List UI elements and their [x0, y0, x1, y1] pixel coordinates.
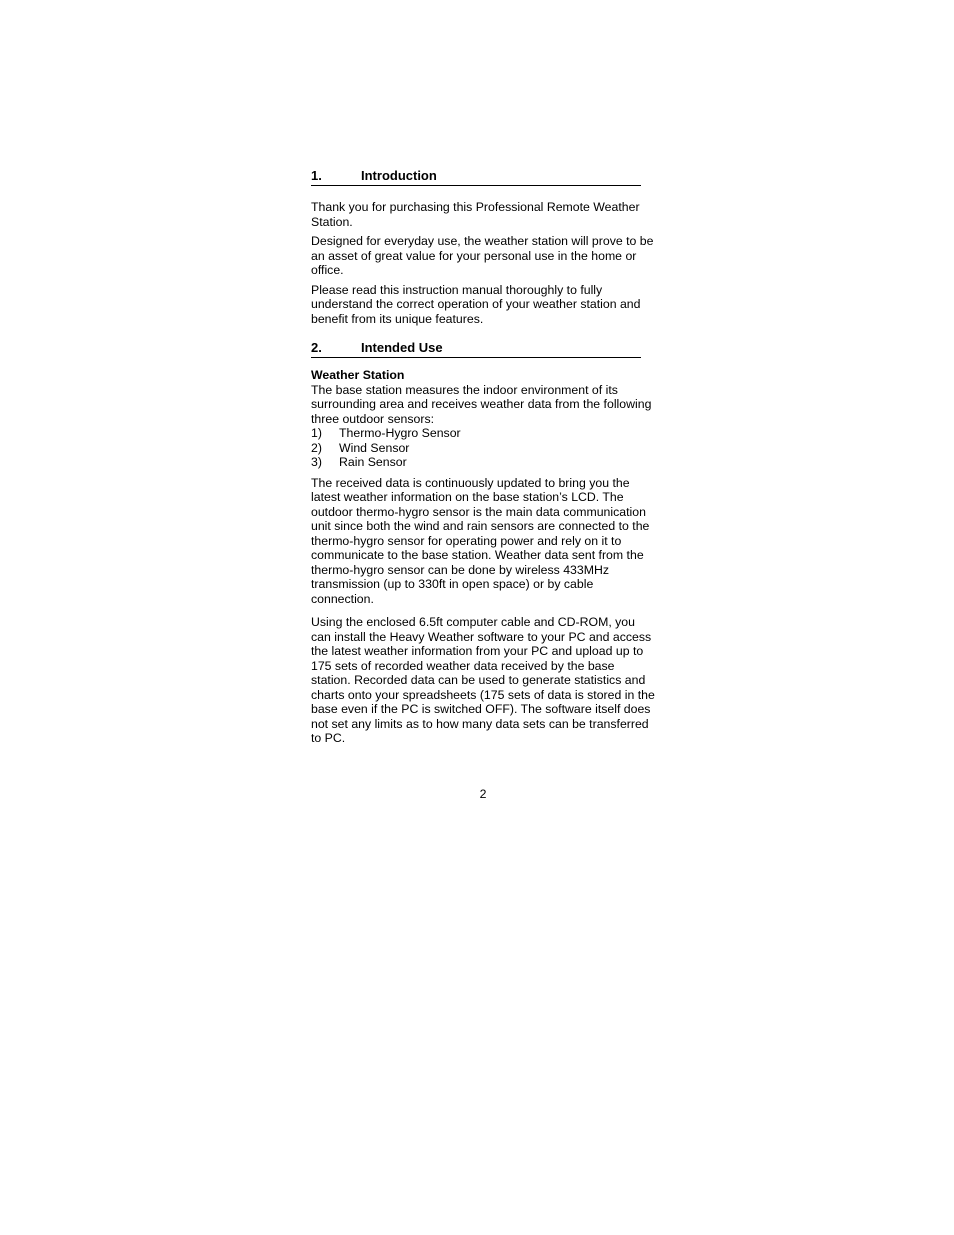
- list-label: Wind Sensor: [339, 440, 410, 455]
- page-number: 2: [479, 787, 487, 801]
- sensor-list: [311, 426, 657, 470]
- section-number: 2.: [311, 340, 322, 355]
- section-number: 1.: [311, 168, 322, 183]
- body-paragraph: Using the enclosed 6.5ft computer cable and CD-ROM, you can install the Heavy Weather software to your PC and access the latest weather information from your PC and upload up to 175 sets of recorded weather data received by the base station. Recorded data can be used to generate statistics and charts onto your spreadsheets (175 sets of data is stored in the base even if the PC is switched OFF). The software itself does not set any limits as to how many data sets can be transferred to PC.: [311, 615, 655, 745]
- list-index: 2): [311, 440, 322, 455]
- list-index: 1): [311, 426, 322, 440]
- section-title: Introduction: [361, 168, 437, 183]
- page-content: [311, 168, 657, 751]
- intended-use-intro: The base station measures the indoor environment of its surrounding area and receives weather data from the following three outdoor sensors:: [311, 382, 652, 426]
- list-item: [311, 426, 657, 441]
- list-item: [311, 455, 657, 470]
- section-title: Intended Use: [361, 340, 443, 355]
- list-label: Thermo-Hygro Sensor: [339, 426, 461, 440]
- section-heading-intended-use: [311, 340, 641, 358]
- subheading-weather-station: Weather Station: [311, 368, 405, 382]
- intro-paragraph: Please read this instruction manual thoroughly to fully understand the correct operation of your weather station and benefit from its unique features.: [311, 282, 641, 326]
- list-index: 3): [311, 455, 322, 469]
- body-paragraph: The received data is continuously updated to bring you the latest weather information on the base station’s LCD. The outdoor thermo-hygro sensor is the main data communication unit since both the wind and rain sensors are connected to the thermo-hygro sensor for operating power and rely on it to communicate to the base station. Weather data sent from the thermo-hygro sensor can be done by wireless 433MHz transmission (up to 330ft in open space) or by cable connection.: [311, 475, 650, 606]
- list-label: Rain Sensor: [339, 455, 407, 469]
- section-heading-introduction: [311, 168, 641, 186]
- list-item: [311, 441, 657, 456]
- intro-paragraph: Thank you for purchasing this Professional Remote Weather Station.: [311, 200, 640, 229]
- intro-paragraph: Designed for everyday use, the weather station will prove to be an asset of great value for your personal use in the home or office.: [311, 234, 654, 277]
